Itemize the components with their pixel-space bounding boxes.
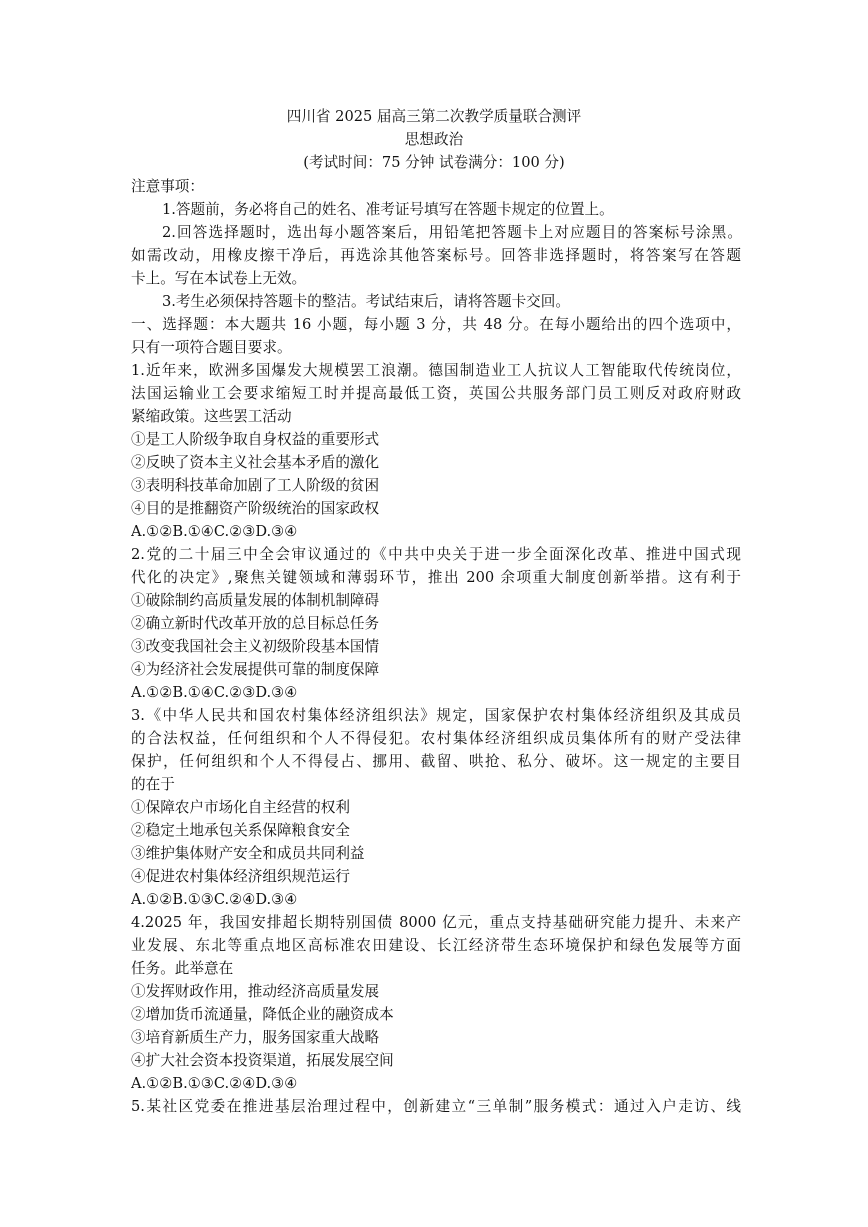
q3-option-3: ③维护集体财产安全和成员共同利益 — [131, 845, 365, 862]
q3-option-4: ④促进农村集体经济组织规范运行 — [131, 868, 350, 885]
q1-stem-line-3: 紧缩政策。这些罢工活动 — [131, 408, 292, 425]
q1-option-3: ③表明科技革命加剧了工人阶级的贫困 — [131, 477, 380, 494]
q2-option-3: ③改变我国社会主义初级阶段基本国情 — [131, 638, 380, 655]
q2-stem-line-2: 代化的决定》,聚焦关键领域和薄弱环节，推出 200 余项重大制度创新举措。这有利于 — [131, 569, 741, 586]
q5-stem-line-1: 5.某社区党委在推进基层治理过程中，创新建立“三单制”服务模式：通过入户走访、线 — [131, 1098, 741, 1115]
q3-choices: A.①②B.①③C.②④D.③④ — [131, 891, 298, 908]
section-1-heading: 一、选择题：本大题共 16 小题，每小题 3 分，共 48 分。在每小题给出的四个选项中， — [131, 316, 741, 333]
q3-stem-line-3: 保护，任何组织和个人不得侵占、挪用、截留、哄抢、私分、破坏。这一规定的主要目 — [131, 753, 741, 770]
q3-option-2: ②稳定土地承包关系保障粮食安全 — [131, 822, 350, 839]
exam-title: 四川省 2025 届高三第二次教学质量联合测评 — [286, 108, 582, 125]
q4-choices: A.①②B.①③C.②④D.③④ — [131, 1075, 298, 1092]
q3-stem-line-4: 的在于 — [131, 776, 175, 793]
q2-option-2: ②确立新时代改革开放的总目标总任务 — [131, 615, 380, 632]
q4-stem-line-3: 任务。此举意在 — [131, 960, 234, 977]
q4-stem-line-1: 4.2025 年，我国安排超长期特别国债 8000 亿元，重点支持基础研究能力提升、未来产 — [131, 914, 741, 931]
q4-option-4: ④扩大社会资本投资渠道，拓展发展空间 — [131, 1052, 394, 1069]
note-item-2-line-3: 卡上。写在本试卷上无效。 — [131, 270, 307, 287]
q4-option-1: ①发挥财政作用，推动经济高质量发展 — [131, 983, 380, 1000]
exam-subject: 思想政治 — [404, 131, 464, 148]
notes-heading: 注意事项： — [131, 178, 204, 195]
note-item-2-line-2: 如需改动，用橡皮擦干净后，再选涂其他答案标号。回答非选择题时，将答案写在答题 — [131, 247, 741, 264]
q2-option-1: ①破除制约高质量发展的体制机制障碍 — [131, 592, 380, 609]
q2-option-4: ④为经济社会发展提供可靠的制度保障 — [131, 661, 380, 678]
q4-option-2: ②增加货币流通量，降低企业的融资成本 — [131, 1006, 394, 1023]
note-item-1: 1.答题前，务必将自己的姓名、准考证号填写在答题卡规定的位置上。 — [162, 201, 614, 218]
q3-option-1: ①保障农户市场化自主经营的权利 — [131, 799, 350, 816]
q1-option-4: ④目的是推翻资产阶级统治的国家政权 — [131, 500, 380, 517]
q1-option-1: ①是工人阶级争取自身权益的重要形式 — [131, 431, 380, 448]
q1-stem-line-1: 1.近年来，欧洲多国爆发大规模罢工浪潮。德国制造业工人抗议人工智能取代传统岗位， — [131, 362, 741, 379]
q1-option-2: ②反映了资本主义社会基本矛盾的激化 — [131, 454, 380, 471]
q4-stem-line-2: 业发展、东北等重点地区高标准农田建设、长江经济带生态环境保护和绿色发展等方面 — [131, 937, 741, 954]
q3-stem-line-1: 3.《中华人民共和国农村集体经济组织法》规定，国家保护农村集体经济组织及其成员 — [131, 707, 741, 724]
q2-choices: A.①②B.①④C.②③D.③④ — [131, 684, 298, 701]
section-1-instruction: 只有一项符合题目要求。 — [131, 339, 292, 356]
exam-info: (考试时间：75 分钟 试卷满分：100 分) — [303, 154, 565, 171]
q3-stem-line-2: 的合法权益，任何组织和个人不得侵犯。农村集体经济组织成员集体所有的财产受法律 — [131, 730, 741, 747]
q4-option-3: ③培育新质生产力，服务国家重大战略 — [131, 1029, 380, 1046]
q1-stem-line-2: 法国运输业工会要求缩短工时并提高最低工资，英国公共服务部门员工则反对政府财政 — [131, 385, 741, 402]
note-item-3: 3.考生必须保持答题卡的整洁。考试结束后，请将答题卡交回。 — [162, 293, 570, 310]
q2-stem-line-1: 2.党的二十届三中全会审议通过的《中共中央关于进一步全面深化改革、推进中国式现 — [131, 546, 741, 563]
q1-choices: A.①②B.①④C.②③D.③④ — [131, 523, 298, 540]
note-item-2-line-1: 2.回答选择题时，选出每小题答案后，用铅笔把答题卡上对应题目的答案标号涂黑。 — [162, 224, 742, 241]
